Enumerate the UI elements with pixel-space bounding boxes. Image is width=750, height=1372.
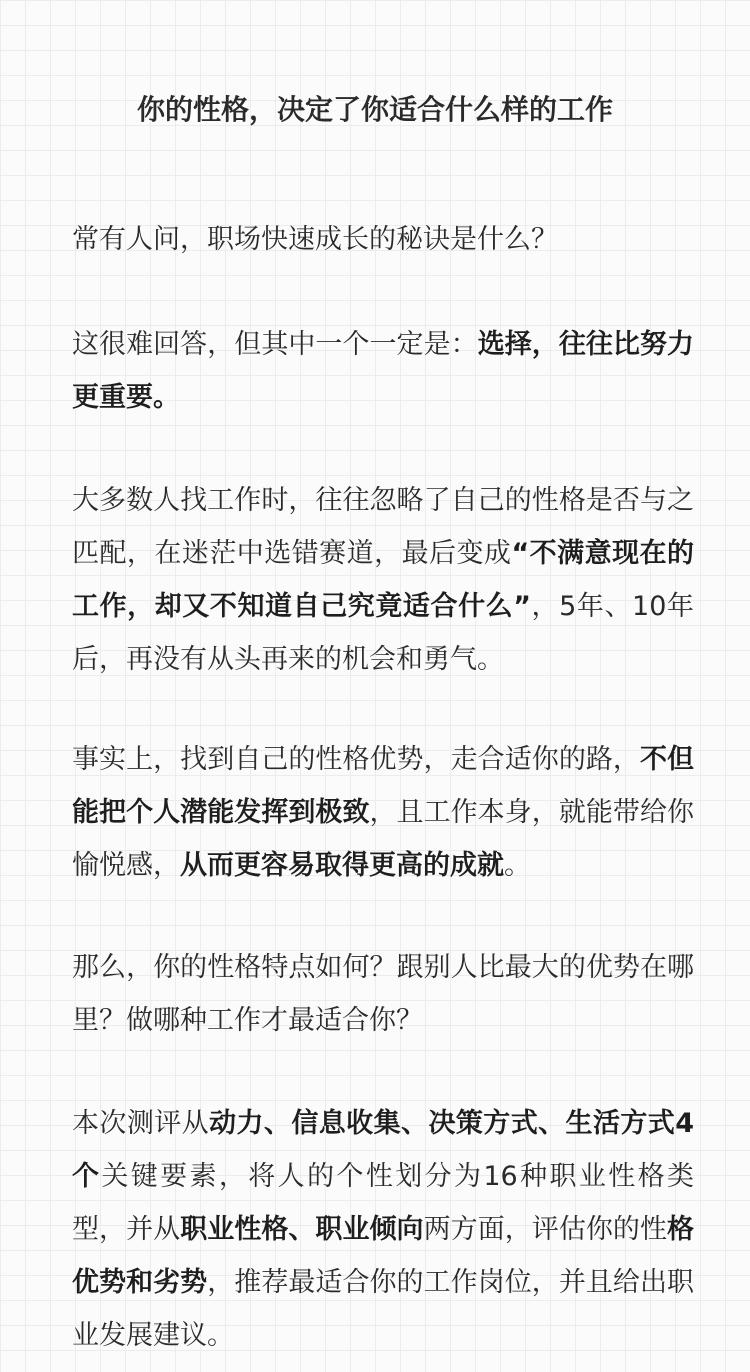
paragraph-text: 。 — [504, 850, 531, 881]
paragraph-text: ，推荐最适合你的工作岗位，并且给出职业发展建议。 — [72, 1267, 695, 1351]
bold-text: 不但能把个人潜能发挥到极致 — [72, 744, 695, 828]
paragraph-text: ，5年、10年后，再没有从头再来的机会和勇气。 — [72, 591, 694, 675]
bold-text: 格优势和劣势 — [72, 1214, 695, 1298]
paragraph-strengths — [72, 733, 694, 892]
paragraph-assessment — [72, 1097, 694, 1362]
paragraph-text: ，且工作本身，就能带给你愉悦感， — [72, 797, 694, 881]
paragraph-question — [72, 213, 694, 266]
bold-text: 选择，往往比努力更重要。 — [72, 329, 695, 413]
paragraph-questions — [72, 941, 694, 1047]
bold-text: 职业性格、职业倾向 — [180, 1214, 424, 1245]
article-title: 你的性格，决定了你适合什么样的工作 — [136, 93, 613, 126]
bold-text: “不满意现在的工作，却又不知道自己究竟适合什么” — [72, 538, 695, 622]
paragraph-text: 两方面，评估你的性 — [423, 1214, 668, 1245]
bold-text: 动力、信息收集、决策方式、生活方式4个 — [72, 1108, 694, 1192]
paragraph-text: 那么，你的性格特点如何？跟别人比最大的优势在哪里？做哪种工作才最适合你？ — [72, 952, 694, 1036]
paragraph-text: 关键要素，将人的个性划分为16种职业性格类型，并从 — [72, 1161, 695, 1245]
paragraph-text: 常有人问，职场快速成长的秘诀是什么？ — [72, 224, 558, 255]
paragraph-choice — [72, 318, 694, 424]
paragraph-text: 本次测评从 — [72, 1108, 210, 1139]
paragraph-text: 这很难回答，但其中一个一定是： — [72, 329, 478, 360]
bold-text: 从而更容易取得更高的成就 — [180, 850, 504, 881]
paragraph-text: 事实上，找到自己的性格优势，走合适你的路， — [72, 744, 640, 775]
paragraph-text: 大多数人找工作时，往往忽略了自己的性格是否与之匹配，在迷茫中选错赛道，最后变成 — [72, 485, 694, 569]
paragraph-mismatch — [72, 474, 694, 686]
